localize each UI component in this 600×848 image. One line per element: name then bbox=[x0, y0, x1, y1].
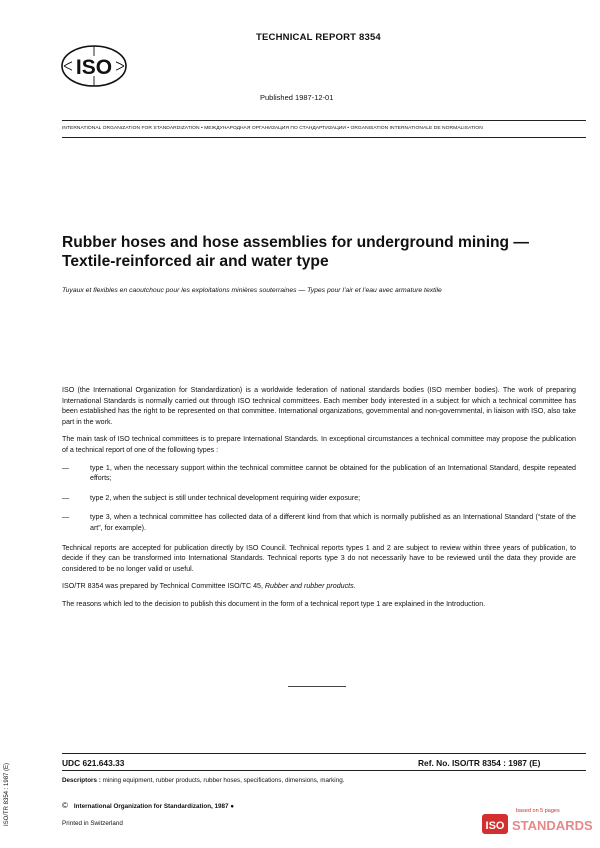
list-item-text: type 1, when the necessary support within the technical committee cannot be obtained for the publication of an International Standard, despite repeated efforts; bbox=[90, 463, 576, 483]
watermark-text: STANDARDS bbox=[512, 818, 593, 833]
list-item-text: type 2, when the subject is still under technical development requiring wider exposure; bbox=[90, 493, 361, 502]
side-reference: ISO/TR 8354 : 1987 (E) bbox=[4, 762, 10, 826]
paragraph-2: The main task of ISO technical committees is to prepare International Standards. In exceptional circumstances a technical committee may propose the publication of a technical report of one of the following types : bbox=[62, 435, 576, 454]
paragraph-1: ISO (the International Organization for Standardization) is a worldwide federation of national standards bodies (ISO member bodies). The work of preparing International Standards is normally carried out through ISO technical committees. Each member body interested in a subject for which a technical committee has been established has the right to be represented on that committee. International organizations, governmental and non-governmental, in liaison with ISO, also take part in the work. bbox=[62, 386, 576, 426]
footer-rule-2 bbox=[62, 770, 586, 771]
published-date: Published 1987-12-01 bbox=[260, 93, 334, 102]
list-item-text: type 3, when a technical committee has collected data of a different kind from that which is normally published as an International Standard (“state of the art”, for example). bbox=[90, 513, 576, 532]
standards-store-watermark bbox=[482, 812, 594, 836]
list-item bbox=[62, 512, 576, 533]
descriptors bbox=[62, 777, 344, 784]
report-title: TECHNICAL REPORT 8354 bbox=[256, 32, 381, 43]
header-rule-top bbox=[62, 120, 586, 121]
watermark-iso: ISO bbox=[485, 820, 505, 832]
descriptors-label: Descriptors : bbox=[62, 777, 101, 784]
list-item bbox=[62, 463, 576, 484]
organization-line: INTERNATIONAL ORGANIZATION FOR STANDARDIZATION • МЕЖДУНАРОДНАЯ ОРГАНИЗАЦИЯ ПО СТАНДАРТИЗАЦИИ • ORGANISATION INTERNATIONALE DE NORMALISATION bbox=[62, 126, 483, 131]
header-rule-bottom bbox=[62, 137, 586, 138]
list-dash: — bbox=[62, 493, 70, 502]
copyright bbox=[62, 801, 234, 810]
paragraph-3: Technical reports are accepted for publication directly by ISO Council. Technical reports types 1 and 2 are subject to review within three years of publication, to decide if they can be transformed into International Standards. Technical reports type 3 do not necessarily have to be reviewed until the data they provide are considered to be no longer valid or useful. bbox=[62, 543, 576, 573]
list-item bbox=[62, 493, 576, 504]
printed-in: Printed in Switzerland bbox=[62, 820, 123, 827]
footer-rule bbox=[62, 753, 586, 754]
copyright-text: International Organization for Standardization, 1987 ● bbox=[73, 803, 235, 810]
list-dash: — bbox=[62, 463, 70, 472]
section-separator bbox=[288, 686, 346, 687]
paragraph-4 bbox=[62, 581, 576, 592]
paragraph-5: The reasons which led to the decision to publish this document in the form of a technical report type 1 are explained in the Introduction. bbox=[62, 599, 486, 608]
document-title: Rubber hoses and hose assemblies for underground mining — Textile-reinforced air and water type bbox=[62, 234, 530, 270]
committee-name: Rubber and rubber products. bbox=[264, 582, 356, 591]
document-subtitle-french: Tuyaux et flexibles en caoutchouc pour les exploitations minières souterraines — Types pour l’air et l’eau avec armature textile bbox=[62, 287, 442, 294]
iso-logo bbox=[60, 44, 128, 88]
reference-number: Ref. No. ISO/TR 8354 : 1987 (E) bbox=[418, 758, 541, 768]
copyright-icon: © bbox=[62, 801, 68, 810]
list-dash: — bbox=[62, 513, 70, 522]
foreword-body bbox=[62, 385, 576, 617]
descriptors-list: mining equipment, rubber products, rubber hoses, specifications, dimensions, marking. bbox=[102, 777, 345, 784]
watermark-tag: based on 5 pages bbox=[516, 808, 560, 814]
paragraph-4-text: ISO/TR 8354 was prepared by Technical Committee ISO/TC 45, bbox=[62, 582, 265, 591]
logo-text: ISO bbox=[75, 56, 113, 79]
udc-number: UDC 621.643.33 bbox=[62, 758, 125, 768]
